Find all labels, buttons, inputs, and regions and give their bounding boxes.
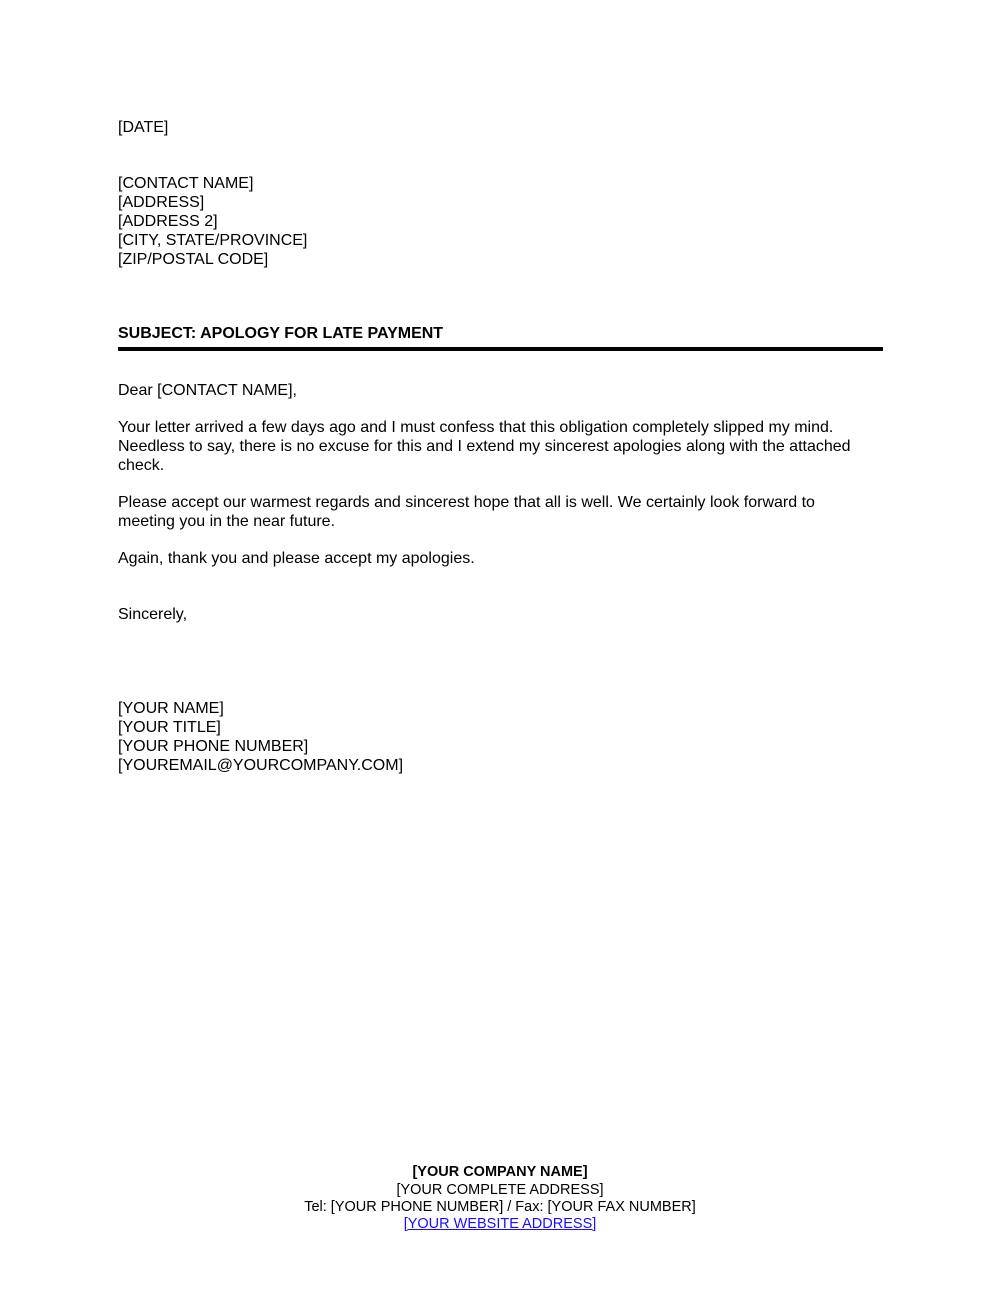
footer-website-link[interactable]: [YOUR WEBSITE ADDRESS]: [403, 1216, 597, 1232]
letter-closing: Sincerely,: [118, 606, 188, 623]
footer-company-name: [YOUR COMPANY NAME]: [412, 1164, 588, 1180]
recipient-zip: [ZIP/POSTAL CODE]: [118, 251, 269, 268]
recipient-contact-name: [CONTACT NAME]: [118, 175, 254, 192]
footer-contact: Tel: [YOUR PHONE NUMBER] / Fax: [YOUR FAX NUMBER]: [304, 1199, 696, 1215]
subject-divider: [118, 347, 883, 351]
footer-address: [YOUR COMPLETE ADDRESS]: [396, 1182, 604, 1198]
paragraph-3: Again, thank you and please accept my apologies.: [118, 550, 475, 567]
signature-name: [YOUR NAME]: [118, 700, 224, 717]
letter-date: [DATE]: [118, 119, 169, 136]
paragraph-2-line-1: Please accept our warmest regards and sincerest hope that all is well. We certainly look forward to: [118, 494, 815, 511]
signature-phone: [YOUR PHONE NUMBER]: [118, 738, 309, 755]
signature-email: [YOUREMAIL@YOURCOMPANY.COM]: [118, 757, 404, 774]
recipient-city-state: [CITY, STATE/PROVINCE]: [118, 232, 308, 249]
letter-subject: SUBJECT: APOLOGY FOR LATE PAYMENT: [118, 325, 444, 342]
footer-website-row: [0, 1216, 1000, 1233]
paragraph-2-line-2: meeting you in the near future.: [118, 513, 336, 530]
paragraph-1-line-3: check.: [118, 457, 165, 474]
paragraph-1-line-1: Your letter arrived a few days ago and I must confess that this obligation completely slipped my mind.: [118, 419, 834, 436]
recipient-address: [ADDRESS]: [118, 194, 205, 211]
signature-title: [YOUR TITLE]: [118, 719, 221, 736]
letter-greeting: Dear [CONTACT NAME],: [118, 382, 297, 399]
recipient-address-2: [ADDRESS 2]: [118, 213, 218, 230]
paragraph-1-line-2: Needless to say, there is no excuse for this and I extend my sincerest apologies along with the attached: [118, 438, 851, 455]
